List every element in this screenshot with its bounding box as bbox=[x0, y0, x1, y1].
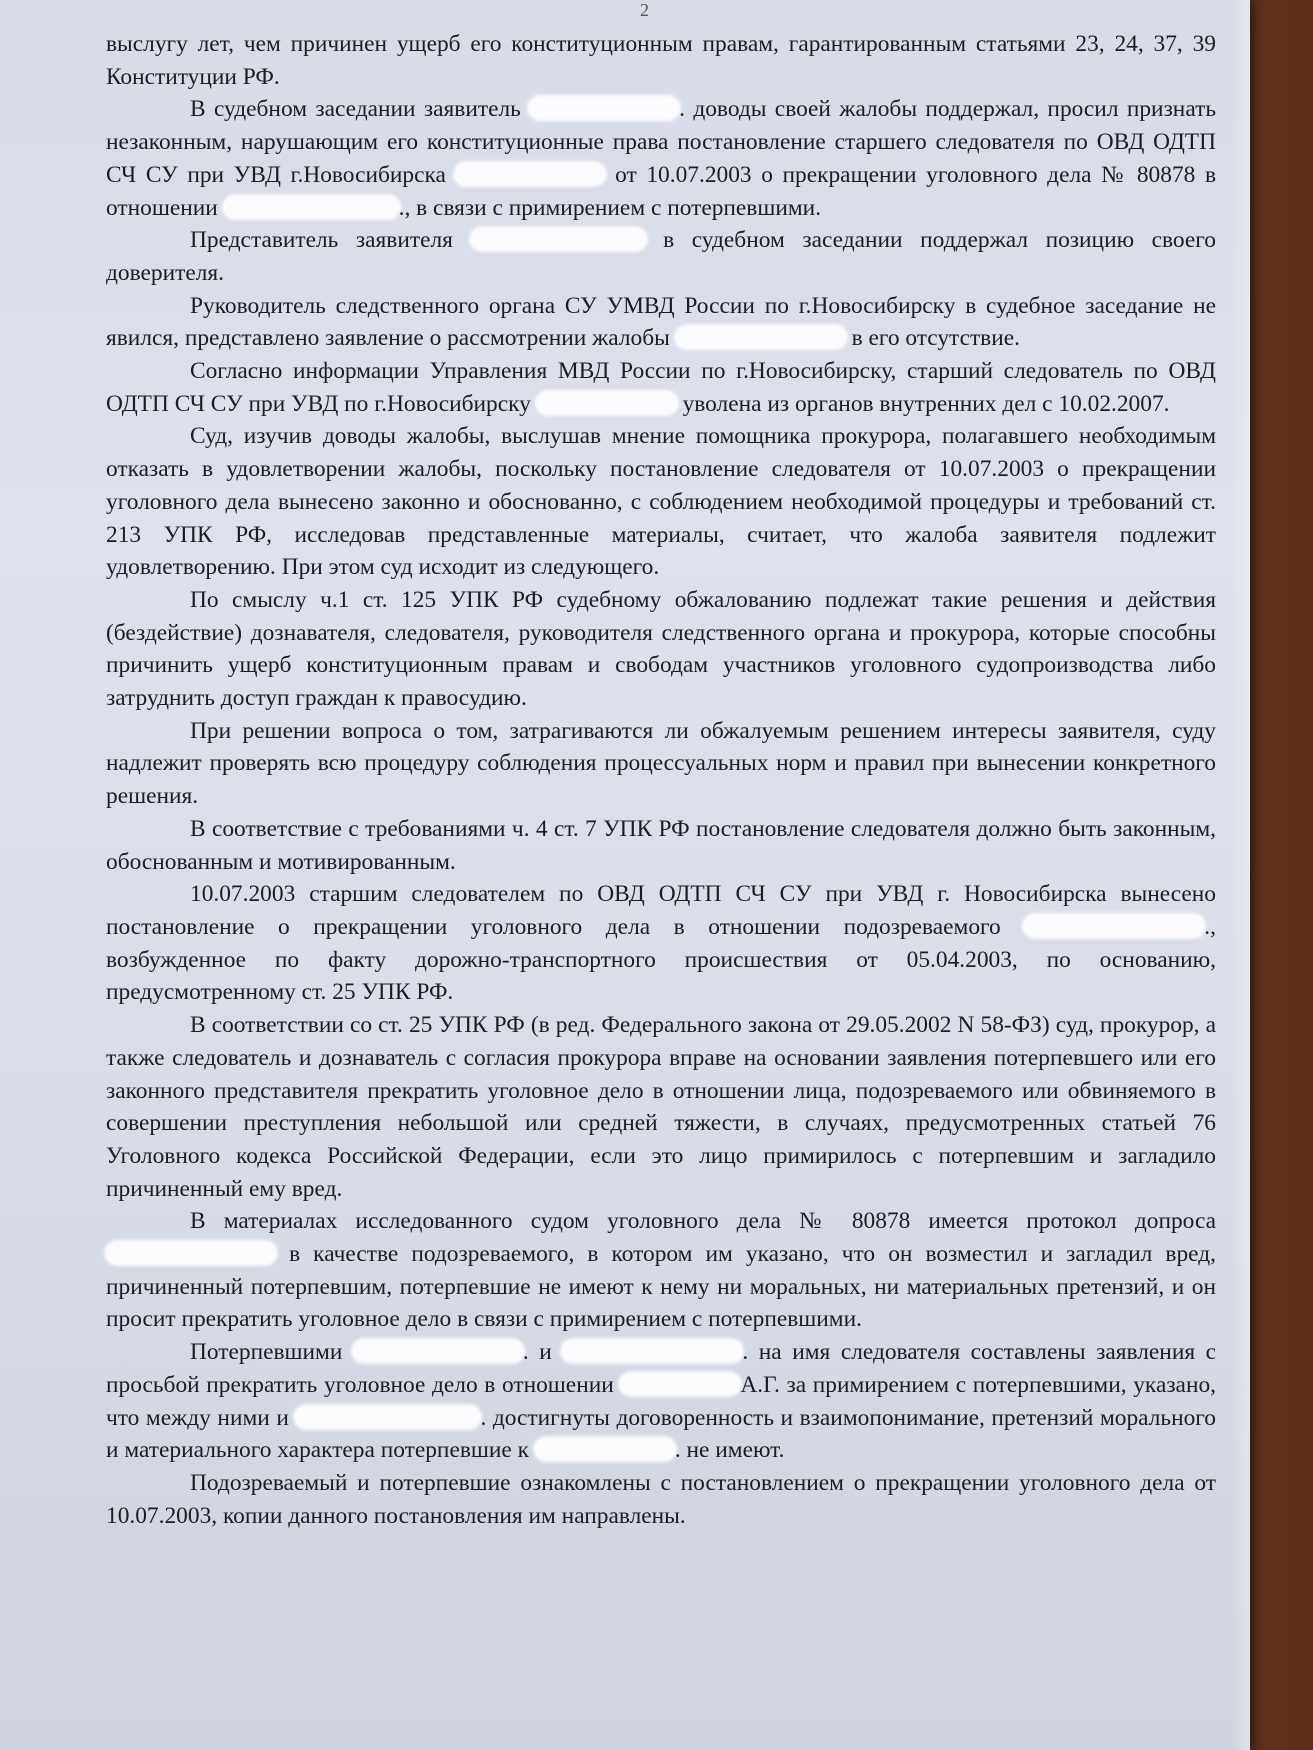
text-run: При решении вопроса о том, затрагиваются ли обжалуемым решением интересы заявителя, суду надлежит проверять всю процедуру соблюдения процессуальных норм и правил при вынесении конкретного решения. bbox=[106, 717, 1216, 810]
paragraph bbox=[106, 224, 1216, 289]
text-run: в качестве подозреваемого, в котором им указано, что он возместил и загладил вред, причиненный потерпевшим, потерпевшие не имеют к нему ни моральных, ни материальных претензий, и он просит прекратить уголовное дело в связи с примирением с потерпевшими. bbox=[106, 1241, 1216, 1333]
paragraph bbox=[106, 1467, 1216, 1532]
text-run: . на имя следователя составлены заявления с просьбой прекратить уголовное дело в отношении bbox=[106, 1339, 1217, 1398]
page-number: 2 bbox=[640, 0, 649, 20]
text-run: По смыслу ч.1 ст. 125 УПК РФ судебному обжалованию подлежат такие решения и действия (бездействие) дознавателя, следователя, руководителя следственного органа и прокурора, которые способны причинить ущерб конституционным правам и свободам участников уголовного судопроизводства либо затруднить доступ граждан к правосудию. bbox=[106, 586, 1216, 712]
text-run: А.Г. за примирением с потерпевшими, указано, что между ними и bbox=[106, 1371, 1217, 1431]
text-run: от 10.07.2003 о прекращении уголовного дела № 80878 в отношении bbox=[106, 161, 1216, 221]
document-body bbox=[106, 28, 1216, 1532]
paragraph bbox=[106, 584, 1216, 715]
text-run: Руководитель следственного органа СУ УМВД России по г.Новосибирску в судебное заседание не явился, представлено заявление о рассмотрении жалобы bbox=[106, 292, 1216, 352]
text-run: . достигнуты договоренность и взаимопонимание, претензий морального и материального характера потерпевшие к bbox=[106, 1404, 1217, 1464]
redaction-mark bbox=[620, 1373, 740, 1395]
text-run: в его отсутствие. bbox=[845, 325, 1020, 352]
redaction-mark bbox=[535, 1438, 675, 1460]
text-run: В судебном заседании заявитель bbox=[190, 96, 530, 123]
text-run: . и bbox=[522, 1339, 563, 1366]
redaction-mark bbox=[562, 1340, 742, 1362]
text-run: Суд, изучив доводы жалобы, выслушав мнение помощника прокурора, полагавшего необходимым отказать в удовлетворении жалобы, поскольку постановление следователя от 10.07.2003 о прекращении уголовного дела вынесено законно и обоснованно, с соблюдением необходимой процедуры и требований ст. 213 УПК РФ, исследовав представленные материалы, считает, что жалоба заявителя подлежит удовлетворению. При этом суд исходит из следующего. bbox=[106, 423, 1216, 581]
text-run: В соответствие с требованиями ч. 4 ст. 7 УПК РФ постановление следователя должно быть законным, обоснованным и мотивированным. bbox=[106, 815, 1216, 875]
text-run: Потерпевшими bbox=[190, 1339, 353, 1366]
paragraph bbox=[106, 420, 1216, 584]
redaction-mark bbox=[471, 228, 646, 250]
redaction-mark bbox=[353, 1340, 523, 1362]
text-run: в судебном заседании поддержал позицию своего доверителя. bbox=[106, 227, 1216, 286]
redaction-mark bbox=[529, 97, 679, 119]
text-run: ., в связи с примирением с потерпевшими. bbox=[398, 194, 822, 221]
text-run: В материалах исследованного судом уголовного дела № 80878 имеется протокол допроса bbox=[190, 1208, 1216, 1235]
redaction-mark bbox=[676, 326, 846, 348]
text-run: ., возбужденное по факту дорожно-транспортного происшествия от 05.04.2003, по основанию, предусмотренному ст. 25 УПК РФ. bbox=[106, 913, 1216, 1006]
text-run: Подозреваемый и потерпевшие ознакомлены с постановлением о прекращении уголовного дела от 10.07.2003, копии данного постановления им направлены. bbox=[106, 1469, 1216, 1529]
paragraph bbox=[106, 1009, 1216, 1205]
text-run: . не имеют. bbox=[674, 1437, 785, 1464]
paragraph bbox=[106, 1336, 1216, 1467]
text-run: . доводы своей жалобы поддержал, просил признать незаконным, нарушающим его конституционные права постановление старшего следователя по ОВД ОДТП СЧ СУ при УВД г.Новосибирска bbox=[106, 96, 1216, 188]
text-run: 10.07.2003 старшим следователем по ОВД ОДТП СЧ СУ при УВД г. Новосибирска вынесено постановление о прекращении уголовного дела в отношении подозреваемого bbox=[106, 881, 1216, 940]
paragraph bbox=[106, 715, 1216, 813]
text-run: выслугу лет, чем причинен ущерб его конституционным правам, гарантированным статьями 23, 24, 37, 39 Конституции РФ. bbox=[106, 31, 1216, 90]
text-run: уволена из органов внутренних дел с 10.02.2007. bbox=[676, 390, 1170, 417]
text-run: В соответствии со ст. 25 УПК РФ (в ред. Федерального закона от 29.05.2002 N 58-ФЗ) суд, прокурор, а также следователь и дознаватель с согласия прокурора вправе на основании заявления потерпевшего или его законного представителя прекратить уголовное дело в отношении лица, подозреваемого или обвиняемого в совершении преступления небольшой или средней тяжести, в случаях, предусмотренных статьей 76 Уголовного кодекса Российской Федерации, если это лицо примирилось с потерпевшим и загладило причиненный ему вред. bbox=[106, 1012, 1216, 1202]
paragraph bbox=[106, 28, 1216, 93]
redaction-mark bbox=[295, 1406, 480, 1428]
paragraph bbox=[106, 1205, 1216, 1336]
redaction-mark bbox=[455, 163, 605, 185]
text-run: Согласно информации Управления МВД России по г.Новосибирску, старший следователь по ОВД ОДТП СЧ СУ при УВД по г.Новосибирску bbox=[106, 358, 1216, 417]
redaction-mark bbox=[106, 1242, 276, 1264]
paragraph bbox=[106, 878, 1216, 1009]
paragraph bbox=[106, 813, 1216, 878]
paragraph bbox=[106, 93, 1216, 224]
paragraph bbox=[106, 355, 1216, 420]
text-run: Представитель заявителя bbox=[190, 227, 471, 254]
redaction-mark bbox=[224, 196, 399, 218]
paragraph bbox=[106, 290, 1216, 355]
redaction-mark bbox=[1024, 915, 1204, 937]
redaction-mark bbox=[537, 392, 677, 414]
